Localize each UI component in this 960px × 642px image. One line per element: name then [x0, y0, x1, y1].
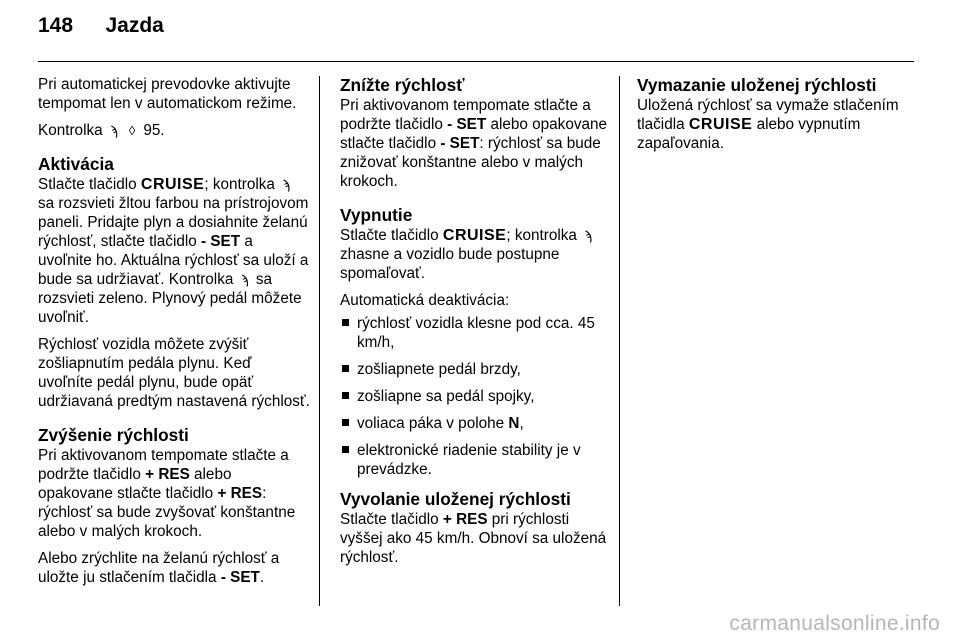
section-heading-activation: Aktivácia — [38, 154, 114, 174]
list-item: zošliapne sa pedál spojky, — [340, 387, 608, 406]
section-heading-clear: Vymazanie uloženej rýchlosti — [637, 75, 877, 95]
set-key: - SET — [220, 569, 260, 586]
off-paragraph-1: Stlačte tlačidlo CRUISE; kontrolka ϡ zhasne a vozidlo bude postupne spomaľovať. — [340, 226, 608, 283]
cruise-control-icon: ϡ — [110, 123, 118, 138]
set-key: - SET — [447, 116, 487, 133]
cruise-key: CRUISE — [140, 176, 205, 193]
list-item: rýchlosť vozidla klesne pod cca. 45 km/h, — [340, 314, 608, 352]
column-divider — [619, 76, 620, 606]
reference-paragraph — [38, 121, 310, 140]
neutral-position-label: N — [508, 415, 520, 432]
section-heading-off: Vypnutie — [340, 205, 413, 225]
cruise-key: CRUISE — [442, 227, 507, 244]
off-paragraph-2: Automatická deaktivácia: — [340, 292, 510, 309]
cruise-control-icon: ϡ — [282, 177, 290, 192]
set-key: - SET — [201, 233, 241, 250]
page-title: Jazda — [105, 14, 164, 37]
res-key: + RES — [145, 466, 190, 483]
ref-page: 95. — [143, 122, 165, 139]
column-1 — [38, 75, 310, 595]
cruise-key: CRUISE — [688, 116, 753, 133]
section-heading-increase: Zvýšenie rýchlosti — [38, 425, 189, 445]
list-item: voliaca páka v polohe N, — [340, 414, 608, 433]
deactivation-list — [340, 314, 608, 479]
increase-paragraph-2: Alebo zrýchlite na želanú rýchlosť a uložte ju stlačením tlačidla - SET. — [38, 550, 280, 586]
page-ref-icon: ◊ — [128, 123, 136, 138]
res-key: + RES — [217, 485, 263, 502]
list-item: elektronické riadenie stability je v prevádzke. — [340, 441, 608, 479]
section-heading-decrease: Znížte rýchlosť — [340, 75, 465, 95]
section-heading-recall: Vyvolanie uloženej rýchlosti — [340, 489, 571, 509]
page-number: 148 — [38, 14, 74, 37]
activation-paragraph-2: Rýchlosť vozidla môžete zvýšiť zošliapnutím pedála plynu. Keď uvoľníte pedál plynu, bude opäť udržiavaná predtým nastavená rýchlosť. — [38, 336, 310, 410]
intro-paragraph: Pri automatickej prevodovke aktivujte tempomat len v automatickom režime. — [38, 76, 297, 112]
header-divider — [38, 61, 914, 62]
clear-paragraph: Uložená rýchlosť sa vymaže stlačením tlačidla CRUISE alebo vypnutím zapaľovania. — [637, 97, 899, 152]
list-item: zošliapnete pedál brzdy, — [340, 360, 608, 379]
increase-paragraph-1: Pri aktivovanom tempomate stlačte a podržte tlačidlo + RES alebo opakovane stlačte tlačidlo + RES: rýchlosť sa bude zvyšovať konštantne alebo v malých krokoch. — [38, 447, 296, 540]
column-3 — [637, 75, 911, 161]
res-key: + RES — [442, 511, 488, 528]
recall-paragraph: Stlačte tlačidlo + RES pri rýchlosti vyššej ako 45 km/h. Obnoví sa uložená rýchlosť. — [340, 511, 607, 566]
column-2 — [340, 75, 608, 575]
set-key: - SET — [440, 135, 480, 152]
activation-paragraph-1: Stlačte tlačidlo CRUISE; kontrolka ϡ sa rozsvieti žltou farbou na prístrojovom paneli. Pridajte plyn a dosiahnite želanú rýchlosť, stlačte tlačidlo - SET a uvoľnite ho. Aktuálna rýchlosť sa uloží a bude sa udržiavať. Kontrolka ϡ sa rozsvieti zeleno. Plynový pedál môžete uvoľniť. — [38, 176, 309, 326]
ref-prefix: Kontrolka — [38, 122, 103, 139]
watermark: carmanualsonline.info — [729, 612, 940, 635]
cruise-control-icon: ϡ — [584, 228, 592, 243]
page-header — [38, 14, 164, 44]
column-divider — [319, 76, 320, 606]
decrease-paragraph: Pri aktivovanom tempomate stlačte a podržte tlačidlo - SET alebo opakovane stlačte tlačidlo - SET: rýchlosť sa bude znižovať konštantne alebo v malých krokoch. — [340, 97, 608, 190]
cruise-control-icon: ϡ — [240, 272, 249, 287]
